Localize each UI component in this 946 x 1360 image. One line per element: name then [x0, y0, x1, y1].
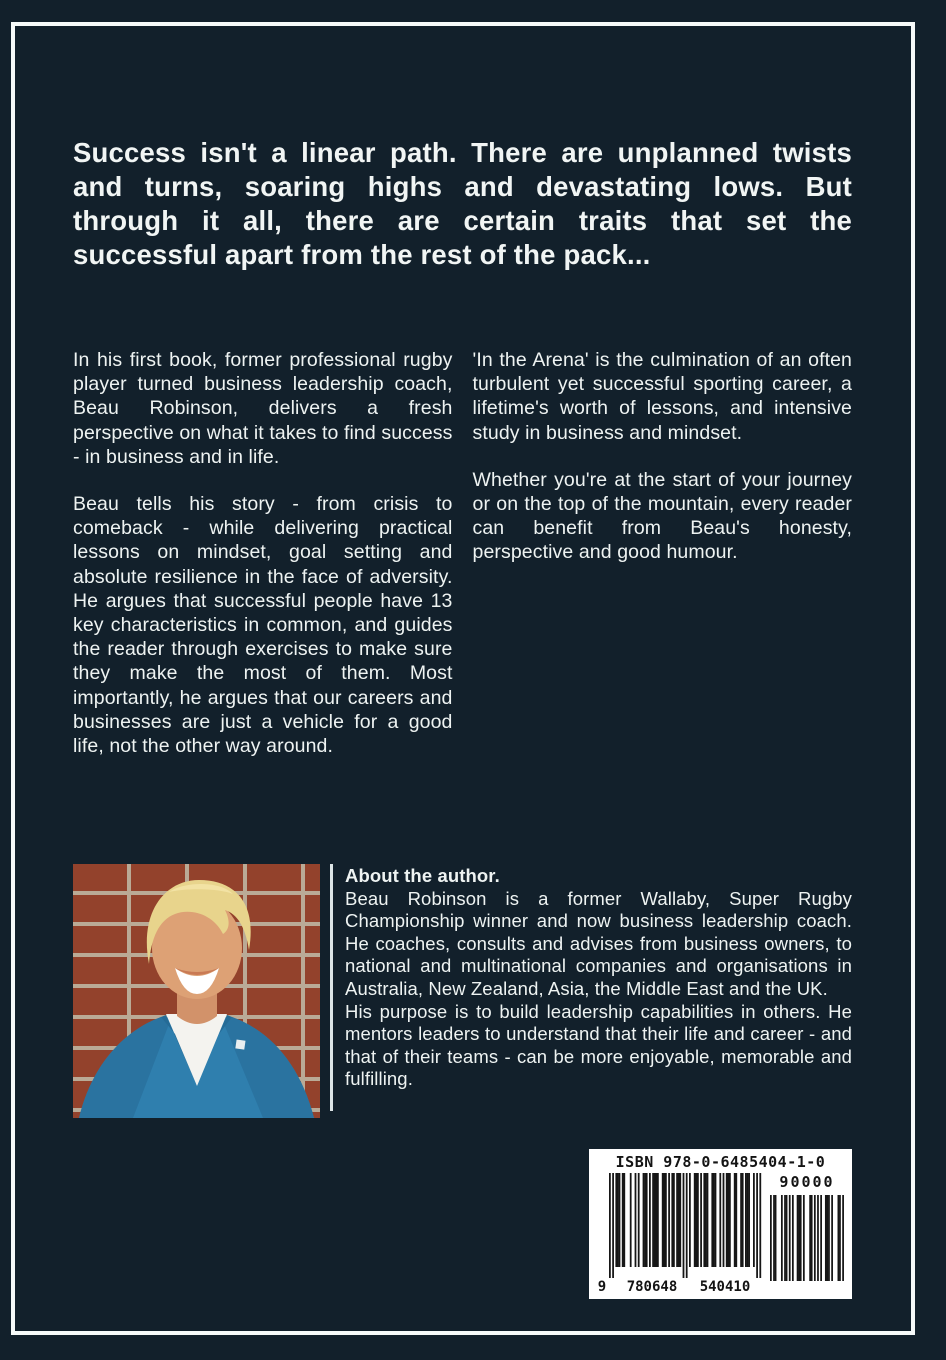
- ean13-barcode: [597, 1173, 763, 1299]
- synopsis-paragraph: In his first book, former professional rugby player turned business leadership coach, Beau Robinson, delivers a fresh perspective on what it takes to find success - in business and in life.: [73, 349, 453, 468]
- price-code-label: 90000: [779, 1173, 835, 1191]
- barcode-panel: [589, 1149, 852, 1299]
- synopsis-left-column: [73, 348, 453, 758]
- about-author-heading: About the author.: [345, 865, 500, 886]
- ean-right-digits: 540410: [699, 1279, 751, 1295]
- about-author-paragraph: Beau Robinson is a former Wallaby, Super Rugby Championship winner and now business leadership coach. He coaches, consults and advises from business owners, to national and multinational companies and organisations in Australia, New Zealand, Asia, the Middle East and the UK.: [345, 887, 852, 999]
- photo-text-divider: [330, 864, 333, 1111]
- synopsis-right-column: [473, 348, 853, 758]
- synopsis-paragraph: Whether you're at the start of your journey or on the top of the mountain, every reader can benefit from Beau's honesty, perspective and good humour.: [472, 468, 852, 564]
- headline-blurb: Success isn't a linear path. There are unplanned twists and turns, soaring highs and devastating lows. But through it all, there are certain traits that set the successful apart from the rest of the pack...: [73, 137, 852, 270]
- synopsis-columns: [73, 348, 852, 758]
- about-author-paragraph: His purpose is to build leadership capabilities in others. He mentors leaders to understand that their life and career - and that of their teams - can be more enjoyable, memorable and fulfilling.: [345, 1000, 852, 1090]
- price-supplement-barcode: [770, 1173, 844, 1299]
- about-author-section: [73, 864, 852, 1118]
- author-portrait-illustration: [73, 864, 320, 1118]
- ean-lead-digit: 9: [597, 1279, 607, 1295]
- synopsis-paragraph: 'In the Arena' is the culmination of an often turbulent yet successful sporting career, a lifetime's worth of lessons, and intensive study in business and mindset.: [472, 349, 852, 444]
- barcode-bars-row: [597, 1173, 844, 1299]
- isbn-label: ISBN 978-0-6485404-1-0: [615, 1153, 826, 1171]
- about-author-text: [345, 865, 852, 1091]
- synopsis-paragraph: Beau tells his story - from crisis to comeback - while delivering practical lessons on mindset, goal setting and absolute resilience in the face of adversity. He argues that successful people have 13 key characteristics in common, and guides the reader through exercises to make sure they make the most of them. Most importantly, he argues that our careers and businesses are just a vehicle for a good life, not the other way around.: [73, 493, 453, 758]
- ean-left-digits: 780648: [626, 1279, 678, 1295]
- author-photo: [73, 864, 320, 1118]
